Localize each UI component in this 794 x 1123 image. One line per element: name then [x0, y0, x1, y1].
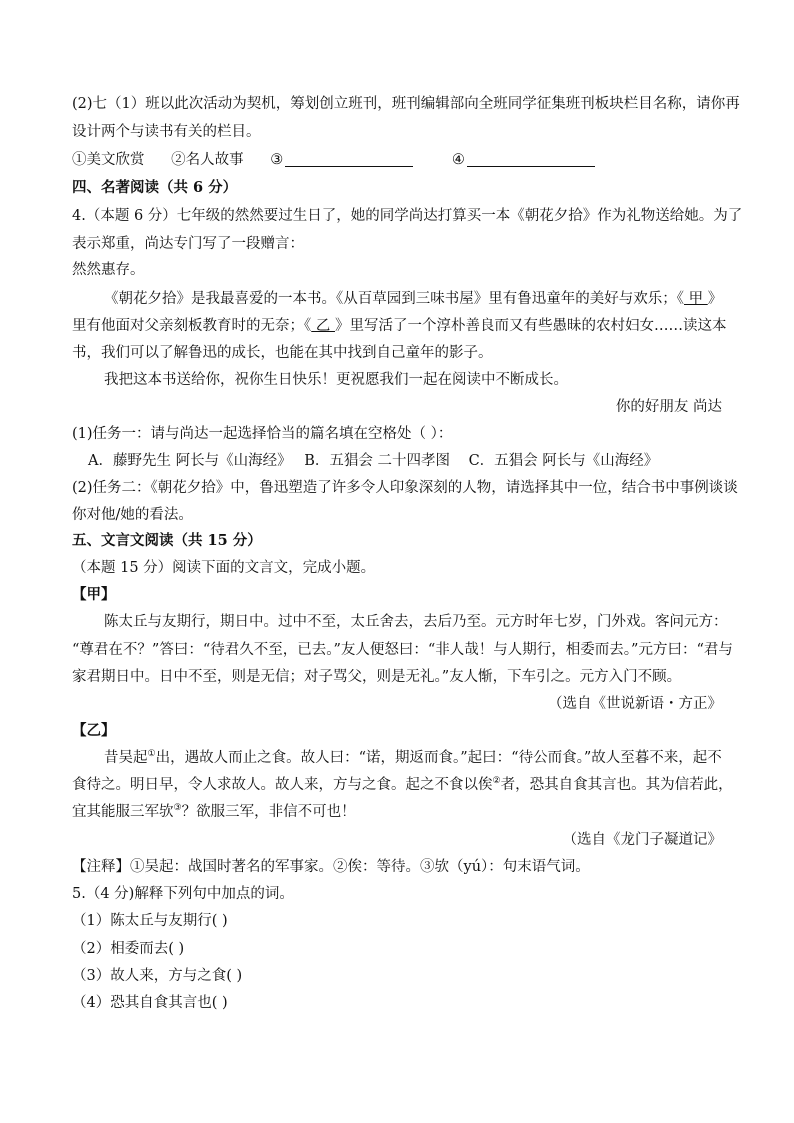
passage-yi-line2	[72, 775, 733, 795]
option-1: ①美文欣赏	[72, 152, 145, 168]
q5-item-4: （4）恐其自食其言也( )	[72, 995, 228, 1011]
option-4: ④	[451, 152, 465, 168]
salutation: 然然惠存。	[72, 262, 145, 278]
passage-yi-source: （选自《龙门子凝道记》	[562, 832, 722, 848]
dedication-p1-line1	[104, 289, 722, 309]
dedication-p1-line3: 书，我们可以了解鲁迅的成长，也能在其中找到自己童年的影子。	[72, 345, 493, 361]
note-marker: ①	[147, 749, 156, 760]
task1-option-b: B．五猖会 二十四孝图	[304, 453, 450, 469]
section5-heading: 五、文言文阅读（共 15 分）	[72, 532, 262, 549]
text-segment: 宜其能服三军欤	[72, 804, 174, 820]
q5-item-2: （2）相委而去( )	[72, 941, 185, 957]
task1-option-c: C．五猖会 阿长与《山海经》	[468, 453, 659, 469]
passage-jia-source: （选自《世说新语・方正》	[548, 696, 722, 712]
q5-item-3: （3）故人来，方与之食( )	[72, 968, 243, 984]
passage-jia-line1: 陈太丘与友期行，期日中。过中不至，太丘舍去，去后乃至。元方时年七岁，门外戏。客问元方：	[104, 614, 728, 630]
blank-jia: 甲	[684, 291, 708, 307]
task2-line1: (2)任务二：《朝花夕拾》中，鲁迅塑造了许多令人印象深刻的人物，请选择其中一位，结合书中事例谈谈	[72, 480, 738, 496]
q5-prompt: 5.（4 分)解释下列句中加点的词。	[72, 886, 294, 902]
q4-line1: 4.（本题 6 分）七年级的然然要过生日了，她的同学尚达打算买一本《朝花夕拾》作为礼物送给她。为了	[72, 208, 743, 224]
text-segment: 食待之。明日早，令人求故人。故人来，方与之食。起之不食以俟	[72, 777, 493, 793]
q5-item-1: （1）陈太丘与友期行( )	[72, 913, 228, 929]
annotations: 【注释】①吴起：战国时著名的军事家。②俟：等待。③欤（yú）：句末语气词。	[72, 859, 590, 875]
section5-intro: （本题 15 分）阅读下面的文言文，完成小题。	[72, 560, 376, 576]
passage-jia-line2: “尊君在不？”答曰：“待君久不至，已去。”友人便怒曰：“非人哉！与人期行，相委而去。”元方曰：“君与	[72, 642, 733, 658]
passage-yi-line1	[104, 748, 722, 768]
text-segment: 昔吴起	[104, 750, 148, 766]
text-segment: ？欲服三军，非信不可也！	[181, 804, 356, 820]
text-segment: 》里写活了一个淳朴善良而又有些愚昧的农村妇女……读这本	[334, 318, 727, 334]
section4-heading: 四、名著阅读（共 6 分）	[72, 179, 238, 196]
task1: (1)任务一：请与尚达一起选择恰当的篇名填在空格处（ ）：	[72, 426, 453, 442]
passage-yi-line3	[72, 802, 722, 822]
q3-2-line2: 设计两个与读书有关的栏目。	[72, 124, 261, 140]
option-3: ③	[270, 152, 284, 168]
task1-options	[88, 451, 722, 471]
text-segment: 者，恐其自食其言也。其为信若此，	[500, 777, 733, 793]
passage-jia-label: 【甲】	[72, 586, 116, 603]
task2-line2: 你对他/她的看法。	[72, 507, 193, 523]
blank-yi: 乙	[311, 318, 335, 334]
dedication-p2: 我把这本书送给你，祝你生日快乐！更祝愿我们一起在阅读中不断成长。	[104, 372, 568, 388]
signature: 你的好朋友 尚达	[615, 399, 722, 415]
text-segment: 里有他面对父亲刻板教育时的无奈；《	[72, 318, 312, 334]
option-3-blank[interactable]	[285, 152, 413, 167]
text-segment: 出，遇故人而止之食。故人曰：“诺，期返而食。”起曰：“待公而食。”故人至暮不来，起不	[155, 750, 722, 766]
text-segment: 《朝花夕拾》是我最喜爱的一本书。《从百草园到三味书屋》里有鲁迅童年的美好与欢乐；《	[104, 291, 684, 307]
passage-jia-line3: 家君期日中。日中不至，则是无信；对子骂父，则是无礼。”友人惭，下车引之。元方入门不顾。	[72, 669, 682, 685]
passage-yi-label: 【乙】	[72, 722, 116, 739]
note-marker: ②	[492, 776, 501, 787]
dedication-p1-line2	[72, 316, 727, 336]
task1-option-a: A．藤野先生 阿长与《山海经》	[88, 453, 292, 469]
option-4-blank[interactable]	[467, 152, 595, 167]
q3-2-options	[72, 150, 722, 170]
q3-2-line1: (2)七（1）班以此次活动为契机，筹划创立班刊，班刊编辑部向全班同学征集班刊板块栏目名称，请你再	[72, 96, 740, 112]
q4-line2: 表示郑重，尚达专门写了一段赠言：	[72, 236, 304, 252]
note-marker: ③	[173, 803, 182, 814]
option-2: ②名人故事	[171, 152, 244, 168]
text-segment: 》	[707, 291, 723, 307]
